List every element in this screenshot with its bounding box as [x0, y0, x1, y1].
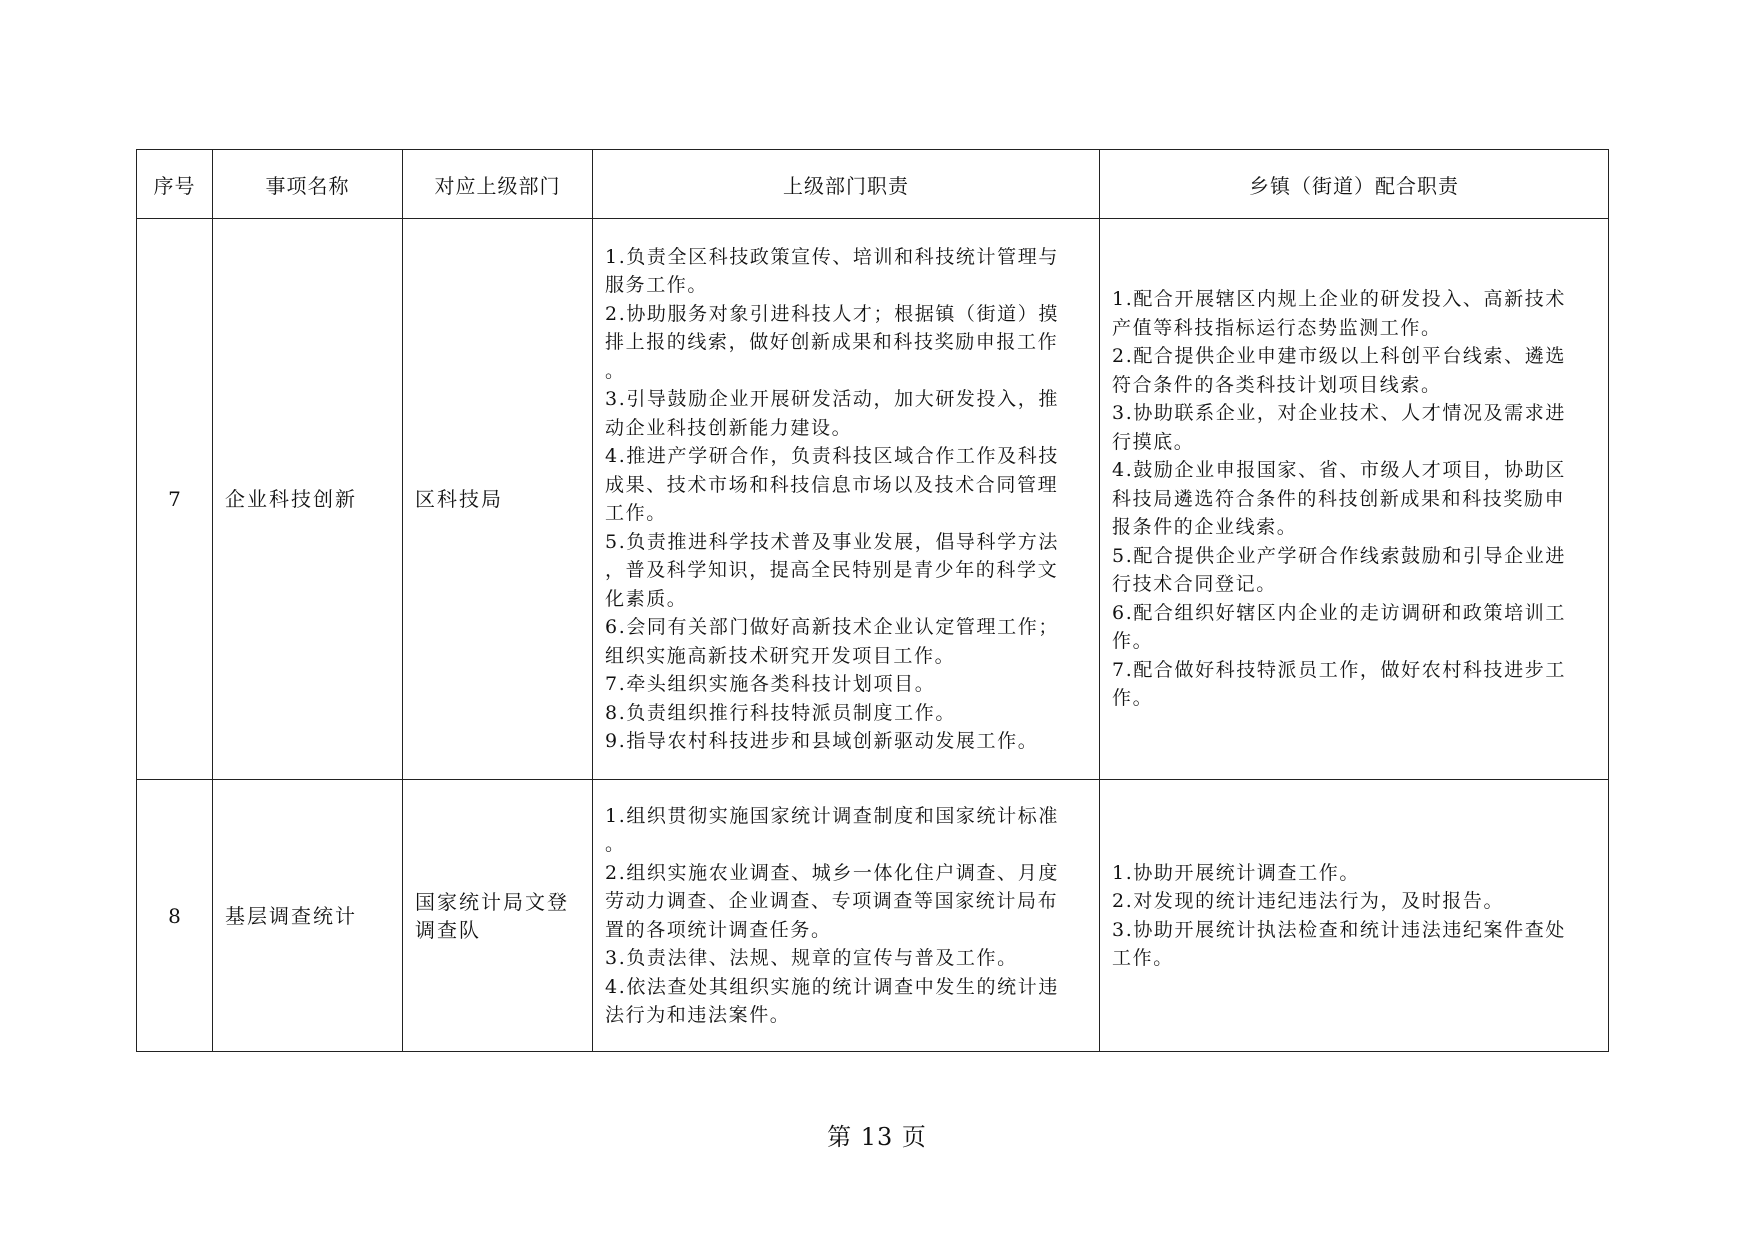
- table-row: [137, 219, 1609, 780]
- duty-item: 4.推进产学研合作，负责科技区域合作工作及科技 成果、技术市场和科技信息市场以及技术合同管理 工作。: [605, 445, 1059, 524]
- page-number: 第 13 页: [827, 1123, 927, 1151]
- duty-item: 4.鼓励企业申报国家、省、市级人才项目，协助区 科技局遴选符合条件的科技创新成果和科技奖励申 报条件的企业线索。: [1112, 459, 1566, 539]
- duty-item: 1.负责全区科技政策宣传、培训和科技统计管理与 服务工作。: [605, 245, 1059, 296]
- town-duty-list: [1112, 859, 1596, 973]
- item-name: 基层调查统计: [213, 780, 403, 1052]
- duty-item: 2.组织实施农业调查、城乡一体化住户调查、月度 劳动力调查、企业调查、专项调查等国家统计局布 置的各项统计调查任务。: [605, 861, 1059, 941]
- header-row: [137, 150, 1609, 219]
- duty-item: 3.负责法律、法规、规章的宣传与普及工作。: [605, 947, 1018, 969]
- header-item-name: 事项名称: [213, 150, 403, 219]
- duty-item: 1.协助开展统计调查工作。: [1112, 861, 1360, 884]
- upper-dept: 区科技局: [403, 219, 593, 780]
- upper-duty-list: [605, 802, 1087, 1030]
- duty-table: [136, 149, 1609, 1052]
- header-town-duty: 乡镇（街道）配合职责: [1100, 150, 1609, 219]
- upper-duty-cell: [593, 780, 1100, 1052]
- duty-item: 6.会同有关部门做好高新技术企业认定管理工作； 组织实施高新技术研究开发项目工作。: [605, 616, 1059, 667]
- duty-item: 3.引导鼓励企业开展研发活动，加大研发投入，推 动企业科技创新能力建设。: [605, 388, 1059, 439]
- duty-item: 7.牵头组织实施各类科技计划项目。: [605, 673, 936, 695]
- duty-item: 7.配合做好科技特派员工作，做好农村科技进步工 作。: [1112, 658, 1566, 710]
- duty-item: 5.配合提供企业产学研合作线索鼓励和引导企业进 行技术合同登记。: [1112, 544, 1566, 596]
- duty-item: 2.对发现的统计违纪违法行为，及时报告。: [1112, 890, 1505, 912]
- duty-item: 2.协助服务对象引进科技人才；根据镇（街道）摸 排上报的线索，做好创新成果和科技奖励申报工作 。: [605, 302, 1059, 382]
- duty-item: 1.组织贯彻实施国家统计调查制度和国家统计标准 。: [605, 804, 1059, 855]
- header-upper-dept: 对应上级部门: [403, 150, 593, 219]
- header-num: 序号: [137, 150, 213, 219]
- upper-duty-cell: [593, 219, 1100, 780]
- item-name: 企业科技创新: [213, 219, 403, 780]
- duty-item: 9.指导农村科技进步和县域创新驱动发展工作。: [605, 730, 1039, 752]
- duty-item: 3.协助开展统计执法检查和统计违法违纪案件查处 工作。: [1112, 918, 1566, 969]
- duty-item: 3.协助联系企业，对企业技术、人才情况及需求进 行摸底。: [1112, 402, 1566, 453]
- duty-item: 6.配合组织好辖区内企业的走访调研和政策培训工 作。: [1112, 601, 1566, 653]
- duty-item: 5.负责推进科学技术普及事业发展，倡导科学方法 ，普及科学知识，提高全民特别是青少年的科学文 化素质。: [605, 530, 1059, 610]
- upper-dept: 国家统计局文登 调查队: [403, 780, 593, 1052]
- row-number: 8: [137, 780, 213, 1052]
- table-row: [137, 780, 1609, 1052]
- town-duty-list: [1112, 285, 1596, 713]
- town-duty-cell: [1100, 780, 1609, 1052]
- town-duty-cell: [1100, 219, 1609, 780]
- table-body: [137, 219, 1609, 1052]
- duty-item: 8.负责组织推行科技特派员制度工作。: [605, 701, 956, 724]
- table-header: [137, 150, 1609, 219]
- header-upper-duty: 上级部门职责: [593, 150, 1100, 219]
- duty-item: 4.依法查处其组织实施的统计调查中发生的统计违 法行为和违法案件。: [605, 975, 1059, 1026]
- duty-item: 2.配合提供企业申建市级以上科创平台线索、遴选 符合条件的各类科技计划项目线索。: [1112, 345, 1566, 396]
- row-number: 7: [137, 219, 213, 780]
- upper-duty-list: [605, 243, 1087, 756]
- duty-item: 1.配合开展辖区内规上企业的研发投入、高新技术 产值等科技指标运行态势监测工作。: [1112, 288, 1566, 339]
